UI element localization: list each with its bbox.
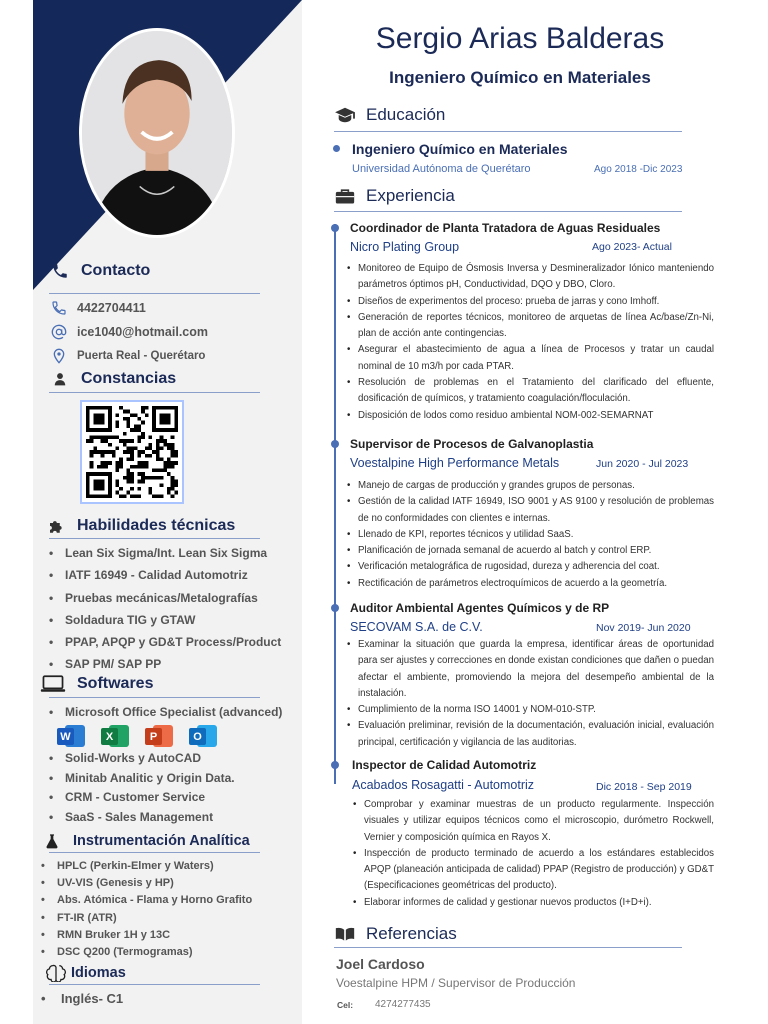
job-company: SECOVAM S.A. de C.V. [350,620,483,634]
list-item: • Rectificación de parámetros electroquímicos de acuerdo a la geometría. [346,576,714,592]
phone-handset-icon [49,261,71,281]
contact-heading: Contacto [49,261,150,281]
office-apps-icons [57,723,217,749]
software-divider [49,697,260,698]
list-item: • Soldadura TIG y GTAW [47,609,281,631]
list-item: • Disposición de lodos como residuo ambiental NOM-002-SEMARNAT [346,408,714,424]
list-item: • Inglés- C1 [39,990,123,1008]
job-duties [346,261,714,424]
excel-icon: X [101,723,129,749]
experience-heading: Experiencia [334,186,455,206]
location-pin-icon [49,347,69,365]
graduation-cap-icon [334,105,356,125]
person-name: Sergio Arias Balderas [375,22,665,55]
person-icon [49,369,71,389]
experience-divider [334,211,682,212]
list-item: • HPLC (Perkin-Elmer y Waters) [39,858,252,875]
list-item: • DSC Q200 (Termogramas) [39,944,252,961]
open-book-icon [334,924,356,944]
timeline-dot [331,224,339,232]
job-duties [346,478,714,592]
list-item: • CRM - Customer Service [47,788,235,808]
word-icon: W [57,723,85,749]
contact-divider [49,293,260,294]
timeline-dot [331,440,339,448]
software-heading: Softwares [39,674,153,694]
reference-role: Voestalpine HPM / Supervisor de Producción [336,976,576,990]
list-item: • IATF 16949 - Calidad Automotriz [47,564,281,586]
list-item: • Pruebas mecánicas/Metalografías [47,587,281,609]
job-dates: Ago 2023- Actual [592,241,672,253]
reference-phone[interactable]: 4274277435 [375,999,431,1010]
education-heading: Educación [334,105,445,125]
instrumentation-heading: Instrumentación Analítica [41,831,250,851]
list-item: • Planificación de jornada semanal de acuerdo al batch y control ERP. [346,543,714,559]
list-item: • Inspección de producto terminado de acuerdo a los estándares establecidos APQP (planeación anticipada de calidad) PPAP (Registro de producción) y GD&T (Especificaciones geométricas del producto). [352,846,714,895]
education-dates: Ago 2018 -Dic 2023 [594,164,683,175]
list-item: • SaaS - Sales Management [47,808,235,828]
list-item: • SAP PM/ SAP PP [47,653,281,675]
certificates-qr-code[interactable] [80,400,184,504]
job-duties [346,637,714,751]
list-item: • Abs. Atómica - Flama y Horno Grafito [39,892,252,909]
list-item: • Generación de reportes técnicos, monitoreo de arquetas de línea Ac/base/Zn-Ni, plan de acción ante contingencias. [346,310,714,343]
list-item: • FT-IR (ATR) [39,910,252,927]
list-item: • Minitab Analitic y Origin Data. [47,769,235,789]
list-item: • Elaborar informes de calidad y gestionar nuevos productos (I+D+i). [352,895,714,911]
job-company: Nicro Plating Group [350,240,460,254]
list-item: • Diseños de experimentos del proceso: prueba de jarras y cono Imhoff. [346,294,714,310]
education-bullet [333,145,340,152]
briefcase-icon [334,186,356,206]
software-list [47,749,235,828]
job-company: Voestalpine High Performance Metals [350,456,560,470]
languages-list [39,990,123,1008]
list-item: • Evaluación preliminar, revisión de la documentación, evaluación inicial, evaluación principal, certificación y vigilancia de las auditorias. [346,718,714,751]
experience-timeline [334,224,336,784]
contact-location: Puerta Real - Querétaro [49,347,205,365]
list-item: • Gestión de la calidad IATF 16949, ISO 9001 y AS 9100 y resolución de problemas de no conformidades con clientes e internas. [346,494,714,527]
job-dates: Nov 2019- Jun 2020 [596,622,691,634]
list-item: • Microsoft Office Specialist (advanced) [47,703,282,721]
list-item: • RMN Bruker 1H y 13C [39,927,252,944]
list-item: • UV-VIS (Genesis y HP) [39,875,252,892]
references-divider [334,947,682,948]
profession-title: Ingeniero Químico en Materiales [389,68,651,87]
list-item: • PPAP, APQP y GD&T Process/Product [47,631,281,653]
education-school: Universidad Autónoma de Querétaro [352,163,531,175]
list-item: • Comprobar y examinar muestras de un producto regularmente. Inspección visuales y utilizar equipos técnicos como el microscopio, durómetro Rockwell, Vernier y composición química en Rayos X. [352,797,714,846]
references-heading: Referencias [334,924,457,944]
brain-icon [45,963,67,983]
list-item: • Examinar la situación que guarda la empresa, identificar áreas de oportunidad para ser ajustes y correcciones en donde existan condiciones que dañen o puedan afectar el ambiente, promoviendo la mejora del desempeño ambiental de la instalación. [346,637,714,702]
job-company: Acabados Rosagatti - Automotriz [352,778,535,792]
profile-photo [79,28,235,238]
list-item: • Cumplimiento de la norma ISO 14001 y NOM-010-STP. [346,702,714,718]
education-degree: Ingeniero Químico en Materiales [352,141,568,157]
instrumentation-divider [49,852,260,853]
laptop-icon [39,674,67,694]
powerpoint-icon: P [145,723,173,749]
timeline-dot [331,761,339,769]
skills-list [47,542,281,676]
list-item: • Resolución de problemas en el Tratamiento del clarificado del efluente, dosificación de químicos, y tratamiento coagulación/floculación. [346,375,714,408]
list-item: • Monitoreo de Equipo de Ósmosis Inversa y Desmineralizador Iónico manteniendo parámetros óptimos pH, Conductividad, DQO y DBO, Cloro. [346,261,714,294]
job-duties [352,797,714,911]
skills-divider [49,538,260,539]
job-dates: Jun 2020 - Jul 2023 [596,458,689,470]
job-dates: Dic 2018 - Sep 2019 [596,781,692,793]
timeline-dot [331,604,339,612]
puzzle-piece-icon [45,516,67,536]
contact-phone[interactable]: 4422704411 [49,299,146,317]
job-title: Supervisor de Procesos de Galvanoplastia [350,437,594,451]
languages-heading: Idiomas [45,963,126,983]
job-title: Inspector de Calidad Automotriz [352,758,537,772]
certifications-divider [49,392,260,393]
at-sign-icon [49,323,69,341]
sidebar [33,0,302,1024]
software-list-top [47,703,282,721]
list-item: • Manejo de cargas de producción y grandes grupos de personas. [346,478,714,494]
instrumentation-list [39,858,252,961]
certifications-heading: Constancias [49,369,176,389]
phone-icon [49,299,69,317]
flask-icon [41,831,63,851]
job-title: Coordinador de Planta Tratadora de Aguas Residuales [350,221,661,235]
reference-phone-label: Cel: [337,1000,354,1010]
skills-heading: Habilidades técnicas [45,516,235,536]
list-item: • Solid-Works y AutoCAD [47,749,235,769]
list-item: • Lean Six Sigma/Int. Lean Six Sigma [47,542,281,564]
reference-name: Joel Cardoso [336,956,425,972]
outlook-icon: O [189,723,217,749]
job-title: Auditor Ambiental Agentes Químicos y de RP [350,601,610,615]
contact-email[interactable]: ice1040@hotmail.com [49,323,208,341]
list-item: • Verificación metalográfica de rugosidad, dureza y adherencia del coat. [346,559,714,575]
list-item: • Asegurar el abastecimiento de agua a línea de Procesos y tratar un caudal nominal de 10 m3/h por cada PTAR. [346,342,714,375]
education-divider [334,131,682,132]
list-item: • Llenado de KPI, reportes técnicos y utilidad SaaS. [346,527,714,543]
languages-divider [49,984,260,985]
